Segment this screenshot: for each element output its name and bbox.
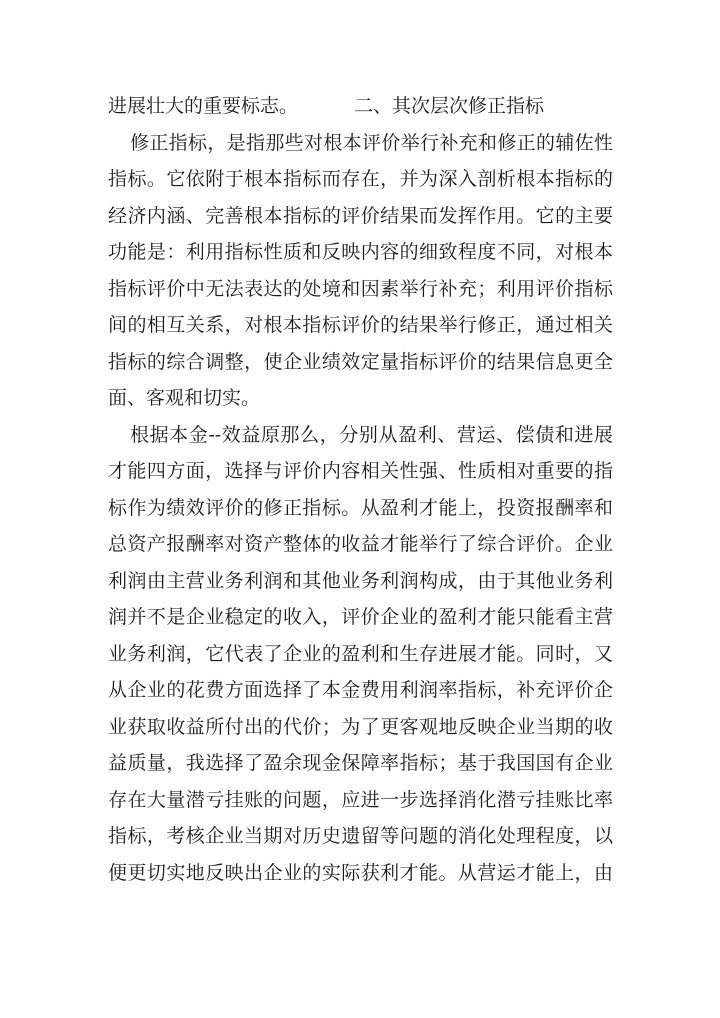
paragraph-line: 功能是：利用指标性质和反映内容的细致程度不同，对根本	[108, 241, 613, 263]
paragraph-1	[108, 125, 613, 417]
continued-sentence: 进展壮大的重要标志。	[108, 95, 299, 117]
paragraph-line: 指标。它依附于根本指标而存在，并为深入剖析根本指标的	[108, 168, 613, 190]
paragraph-line: 标作为绩效评价的修正指标。从盈利才能上，投资报酬率和	[108, 496, 613, 519]
paragraph-line: 指标的综合调整，使企业绩效定量指标评价的结果信息更全	[108, 350, 613, 373]
document-page	[108, 88, 613, 891]
paragraph-line: 面、客观和切实。	[108, 387, 261, 409]
paragraph-line: 指标评价中无法表达的处境和因素举行补充；利用评价指标	[108, 277, 613, 300]
paragraph-2	[108, 417, 613, 892]
paragraph-line: 修正指标，是指那些对根本评价举行补充和修正的辅佐性	[130, 131, 613, 154]
paragraph-line: 存在大量潜亏挂账的问题，应进一步选择消化潜亏挂账比率	[108, 788, 613, 811]
paragraph-line: 业务利润，它代表了企业的盈利和生存进展才能。同时，又	[108, 642, 613, 665]
paragraph-line: 根据本金--效益原那么，分别从盈利、营运、偿债和进展	[130, 423, 613, 446]
paragraph-line: 业获取收益所付出的代价；为了更客观地反映企业当期的收	[108, 715, 613, 738]
paragraph-line: 间的相互关系，对根本指标评价的结果举行修正，通过相关	[108, 314, 613, 336]
first-line	[108, 88, 613, 125]
paragraph-line: 益质量，我选择了盈余现金保障率指标；基于我国国有企业	[108, 752, 613, 774]
paragraph-line: 润并不是企业稳定的收入，评价企业的盈利才能只能看主营	[108, 606, 613, 628]
paragraph-line: 总资产报酬率对资产整体的收益才能举行了综合评价。企业	[108, 533, 613, 555]
paragraph-line: 经济内涵、完善根本指标的评价结果而发挥作用。它的主要	[108, 204, 613, 227]
paragraph-line: 利润由主营业务利润和其他业务利润构成，由于其他业务利	[108, 569, 613, 592]
paragraph-line: 便更切实地反映出企业的实际获利才能。从营运才能上，由	[108, 861, 613, 884]
section-heading: 二、其次层次修正指标	[354, 95, 545, 117]
paragraph-line: 指标，考核企业当期对历史遗留等问题的消化处理程度，以	[108, 825, 613, 847]
paragraph-line: 从企业的花费方面选择了本金费用利润率指标，补充评价企	[108, 679, 613, 701]
paragraph-line: 才能四方面，选择与评价内容相关性强、性质相对重要的指	[108, 460, 613, 482]
